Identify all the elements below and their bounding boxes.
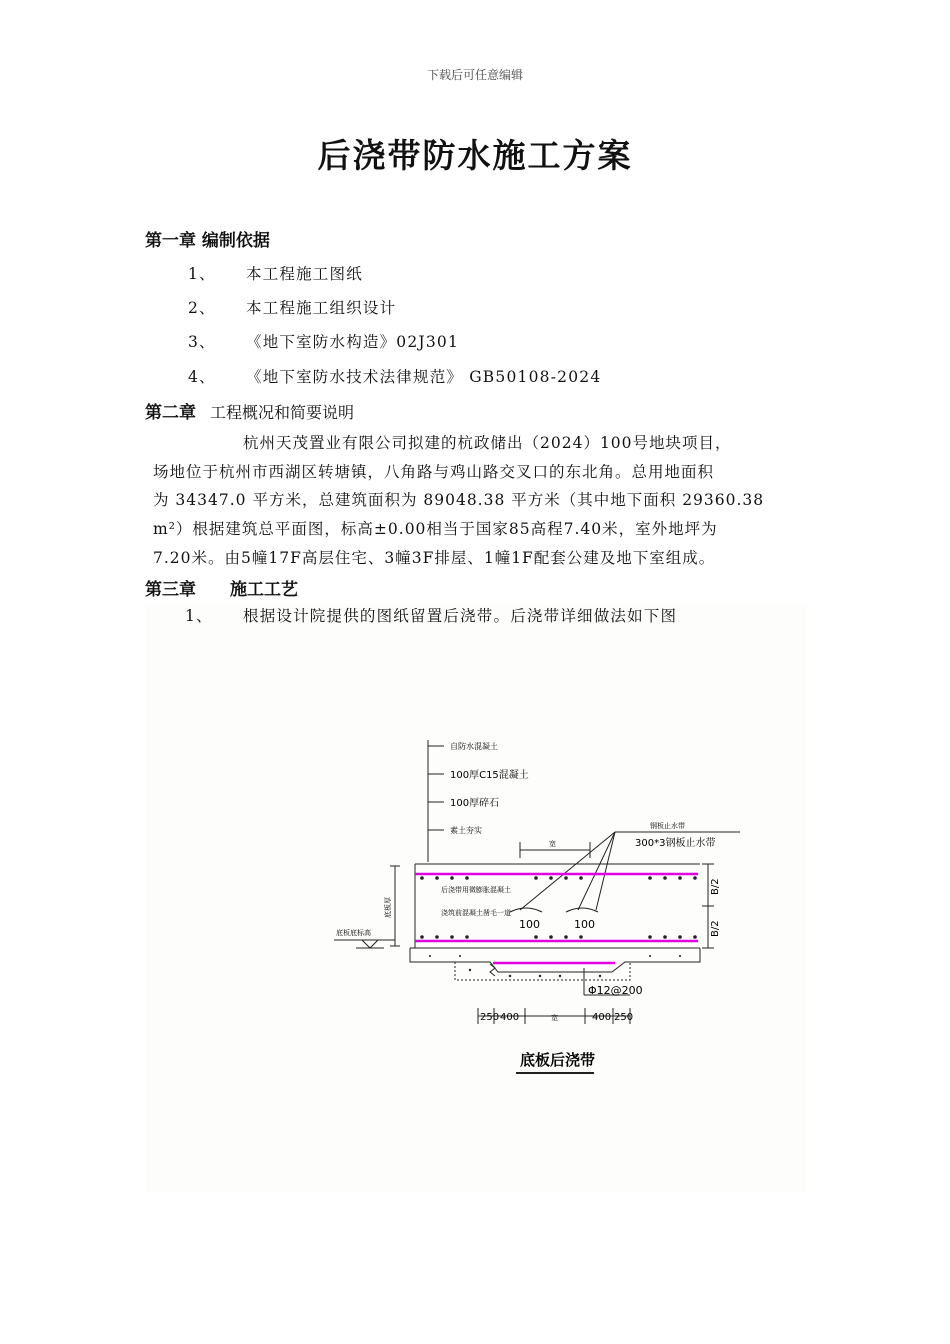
label-side: 底板厚 <box>384 897 392 918</box>
item-number: 1、 <box>185 607 213 625</box>
item-text: 本工程施工组织设计 <box>246 299 397 317</box>
paragraph-line: 7.20米。由5幢17F高层住宅、3幢3F排屋、1幢1F配套公建及地下室组成。 <box>153 549 716 567</box>
header-note: 下载后可任意编辑 <box>426 68 523 82</box>
label-level: 底板底标高 <box>336 929 371 937</box>
label-layer3: 100厚碎石 <box>450 798 500 809</box>
item-number: 1、 <box>188 265 216 283</box>
label-b2-top: B/2 <box>710 878 721 895</box>
label-dim: 宽 <box>551 1014 558 1022</box>
label-layer1: 自防水混凝土 <box>450 742 498 751</box>
label-inner1: 后浇带用微膨胀混凝土 <box>441 886 511 894</box>
chapter3-item <box>185 604 677 626</box>
label-dim-100a: 100 <box>519 918 540 931</box>
chapter1-heading: 第一章 编制依据 <box>145 231 270 251</box>
label-dim: 400 <box>592 1012 612 1023</box>
label-dim: 250 <box>480 1012 500 1023</box>
paragraph-line: 为 34347.0 平方米，总建筑面积为 89048.38 平方米（其中地下面积 29360.38 <box>153 491 765 509</box>
paragraph-line: 杭州天茂置业有限公司拟建的杭政储出（2024）100号地块项目， <box>243 434 732 452</box>
chapter2-subheading: 工程概况和简要说明 <box>210 403 355 422</box>
item-text: 《地下室防水技术法律规范》 GB50108-2024 <box>246 368 602 386</box>
item-number: 4、 <box>188 368 216 386</box>
label-dim-100b: 100 <box>574 918 595 931</box>
paragraph-line: 场地位于杭州市西湖区转塘镇，八角路与鸡山路交叉口的东北角。总用地面积 <box>153 463 715 481</box>
paragraph-line: m²）根据建筑总平面图，标高±0.00相当于国家85高程7.40米，室外地坪为 <box>153 520 718 538</box>
item-text: 根据设计院提供的图纸留置后浇带。后浇带详细做法如下图 <box>243 607 678 625</box>
document-title: 后浇带防水施工方案 <box>317 136 633 175</box>
label-rebar: Φ12@200 <box>588 984 643 997</box>
label-top-width: 宽 <box>549 840 556 848</box>
label-waterstop: 300*3钢板止水带 <box>635 838 716 849</box>
item-number: 3、 <box>188 333 216 351</box>
label-waterstop-note: 钢板止水带 <box>650 822 685 830</box>
label-dim: 250 <box>614 1012 634 1023</box>
item-text: 本工程施工图纸 <box>246 265 363 283</box>
figure-caption: 底板后浇带 <box>520 1051 596 1069</box>
chapter2-label: 第二章 <box>145 403 196 423</box>
label-dim: 400 <box>500 1012 520 1023</box>
label-layer4: 素土夯实 <box>450 826 482 835</box>
item-text: 《地下室防水构造》02J301 <box>246 333 460 351</box>
label-b2-bottom: B/2 <box>710 920 721 937</box>
label-layer2: 100厚C15混凝土 <box>450 770 529 781</box>
item-number: 2、 <box>188 299 216 317</box>
chapter3-heading: 第三章 施工工艺 <box>145 580 298 600</box>
label-inner2: 浇筑前混凝土凿毛一道 <box>441 909 511 917</box>
